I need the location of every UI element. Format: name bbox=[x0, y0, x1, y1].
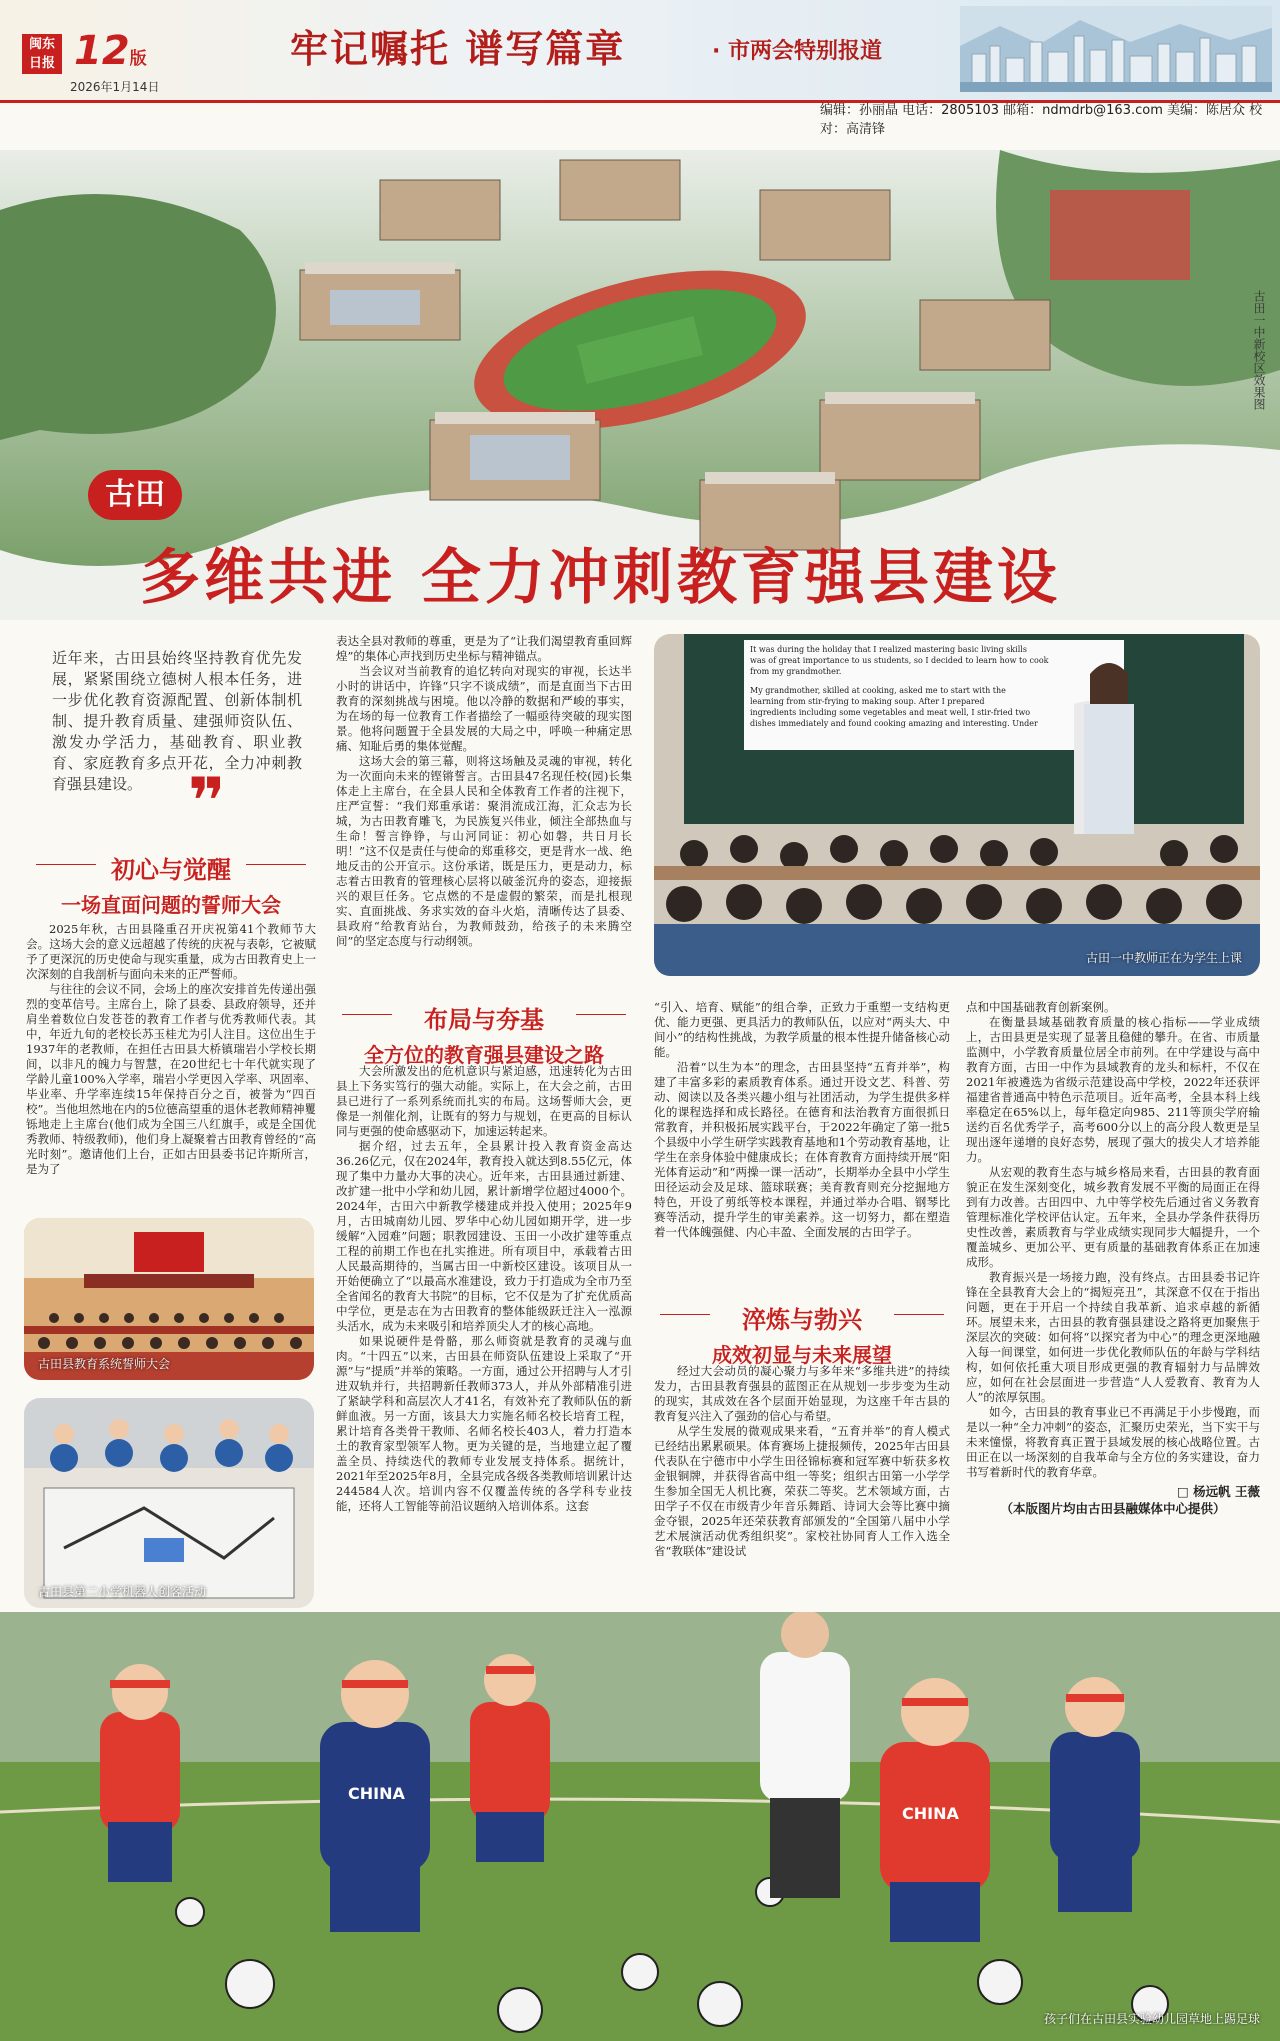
column-4-text bbox=[966, 1000, 1260, 1516]
main-headline: 多维共进 全力冲刺教育强县建设 bbox=[140, 543, 1061, 613]
logo-text: 闽东日报 bbox=[29, 37, 56, 71]
classroom-photo bbox=[654, 634, 1260, 976]
paragraph: “引入、培育、赋能”的组合拳，正致力于重塑一支结构更优、能力更强、更具活力的教师队伍，以应对“两头大、中间小”的结构性挑战，为教学质量的根本性提升储备核心动能。 bbox=[654, 1000, 950, 1059]
robot-photo bbox=[24, 1398, 314, 1608]
paragraph: 当会议对当前教育的追忆转向对现实的审视，长达半小时的讲话中，许锋“只字不谈成绩”，而是直面当下古田教育的深刻挑战与困境。他以冷静的数据和严峻的事实，为在场的每一位教育工作者描绘了一幅亟待突破的现实图景。他将问题置于全县发展的大局之中，呼唤一种痛定思痛、知耻后勇的集体觉醒。 bbox=[336, 664, 632, 753]
column-slogan: 牢记嘱托 谱写篇章 bbox=[290, 27, 626, 71]
slide-line: ingredients including some vegetables and meat well, I stir-fried two bbox=[750, 708, 1031, 717]
blackboard-slide bbox=[750, 644, 1120, 729]
section-2-subtitle: 全方位的教育强县建设之路 bbox=[364, 1043, 604, 1067]
section-3-subtitle: 成效初显与未来展望 bbox=[712, 1343, 892, 1367]
slide-line: was of great importance to us students, so I decided to learn how to cook bbox=[750, 656, 1049, 665]
paragraph: 从宏观的教育生态与城乡格局来看，古田县的教育面貌正在发生深刻变化，城乡教育发展不平衡的局面正在得到有力改善。古田四中、九中等学校先后通过省义务教育管理标准化学校评估认定。五年来，全县办学条件获得历史性改善，素质教育与学业成绩实现同步大幅提升，一个覆盖城乡、更加公平、更有质量的基础教育体系正在加速成形。 bbox=[966, 1165, 1260, 1269]
slide-line: from my grandmother. bbox=[750, 667, 842, 676]
issue-date: 2026年1月14日 bbox=[70, 80, 160, 94]
section-2-heading bbox=[336, 1000, 632, 1068]
photo-credit: （本版图片均由古田县融媒体中心提供） bbox=[1000, 1501, 1226, 1516]
section-3-title: 淬炼与勃兴 bbox=[742, 1306, 862, 1334]
meeting-photo bbox=[24, 1218, 314, 1380]
paragraph: 2025年秋，古田县隆重召开庆祝第41个教师节大会。这场大会的意义远超越了传统的庆祝与表彰，它被赋予了更深沉的历史使命与现实重量，成为古田教育史上一次深刻的自我剖析与面向未来的正严誓师。 bbox=[26, 922, 316, 981]
column-3b-text bbox=[654, 1364, 950, 1559]
paragraph: 与往往的会议不同，会场上的座次安排首先传递出强烈的变革信号。主席台上，除了县委、县政府领导，还并肩坐着数位白发苍苍的教育工作者与优秀教师代表。其中，年近九旬的老校长苏玉桂尤为引人注目。这位出生于1937年的老教师，在担任古田县大桥镇瑞岩小学校长期间，以非凡的魄力与智慧，在20世纪七十年代就实现了学龄儿童100%入学率，瑞岩小学更因入学率、巩固率、毕业率、升学率连续15年保持百分之百，被誉为“四百校”。当他坦然地在内的5位德高望重的退休老教师精神矍铄地走上主席台(他们成为全国三八红旗手，或是全国优秀教师、特级教师)，他们身上凝聚着古田教育曾经的“高光时刻”。邀请他们上台，正如古田县委书记许斯所言，是为了 bbox=[26, 982, 316, 1176]
classroom-photo-caption: 古田一中教师正在为学生上课 bbox=[1085, 951, 1242, 965]
jersey-text: CHINA bbox=[902, 1804, 959, 1823]
editorial-credits: 编辑：孙丽晶 电话：2805103 邮箱：ndmdrb@163.com 美编：陈居众 校对：高清锋 bbox=[820, 103, 1263, 137]
paragraph: 如果说硬件是骨骼，那么师资就是教育的灵魂与血肉。“十四五”以来，古田县在师资队伍建设上采取了“开源”与“提质”并举的策略。一方面，通过公开招聘与人才引进双轨并行，共招聘新任教师373人，并从外部精准引进了紧缺学科和高层次人才41名，有效补充了教师队伍的新鲜血液。另一方面，该县大力实施名师名校长培育工程，累计培育各类骨干教师、名师名校长403人，着力打造本土的教育家型领军人物。更为关键的是，当地建立起了覆盖全员、持续迭代的教师专业发展支持体系。据统计，2021年至2025年8月，全县完成各级各类教师培训累计达244584人次。培训内容不仅覆盖传统的各学科专业技能，还将人工智能等前沿议题纳入培训体系。这套 bbox=[336, 1334, 632, 1513]
section-1-title: 初心与觉醒 bbox=[111, 856, 231, 884]
slide-line: It was during the holiday that I realized mastering basic living skills bbox=[750, 645, 1027, 654]
paragraph: 这场大会的第三幕，则将这场触及灵魂的审视，转化为一次面向未来的铿锵誓言。古田县47名现任校(园)长集体走上主席台，在全县人民和全体教育工作者的注视下，庄严宣誓：“我们郑重承诺：聚涓流成江海，汇众志为长城，为古田教育雕飞，为民族复兴伟业，倾注全部热血与生命！誓言铮铮，与山河同证：初心如磐，共日月长明！”这不仅是责任与使命的郑重移交，更是背水一战、绝地反击的公开宣示。这份承诺，既是压力，更是动力，标志着古田教育的管理核心层将以破釜沉舟的姿态，迎接振兴的艰巨任务。它点燃的不是虚假的繁荣，而是扎根现实、直面挑战、务求实效的奋斗火焰，清晰传达了县委、县政府“给教育站台，为教师鼓劲，给孩子的未来腾空间”的坚定态度与行动纲领。 bbox=[336, 754, 632, 948]
section-3-heading bbox=[654, 1300, 950, 1368]
intro-paragraph: 近年来，古田县始终坚持教育优先发展，紧紧围绕立德树人根本任务，进一步优化教育资源配置、创新体制机制、提升教育质量、建强师资队伍、激发办学活力，基础教育、职业教育、家庭教育多点开花，全力冲刺教育强县建设。 bbox=[52, 649, 302, 793]
special-report-label: · 市两会特别报道 bbox=[712, 39, 883, 64]
column-2b-text bbox=[336, 1064, 632, 1514]
football-photo-caption: 孩子们在古田县实验幼儿园草地上踢足球 bbox=[1043, 2012, 1260, 2026]
paragraph: 大会所激发出的危机意识与紧迫感，迅速转化为古田县上下务实笃行的强大动能。实际上，在大会之前，古田县已进行了一系列系统而扎实的布局。这场誓师大会，更像是一剂催化剂，让既有的努力与规划，在更高的目标认同与更强的使命感驱动下，加速运转起来。 bbox=[336, 1064, 632, 1138]
newspaper-logo bbox=[22, 34, 62, 74]
hero-caption: 古田一中新校区效果图 bbox=[1252, 290, 1266, 410]
quote-mark-icon: ❞ bbox=[188, 765, 226, 839]
paragraph: 经过大会动员的凝心聚力与多年来“多维共进”的持续发力，古田县教育强县的蓝图正在从规划一步步变为生动的现实，其成效在各个层面开始显现，为这座千年古县的教育复兴注入了强劲的信心与希望。 bbox=[654, 1364, 950, 1423]
slide-line: dishes immediately and found cooking amazing and interesting. Under bbox=[750, 719, 1038, 728]
paragraph: 如今，古田县的教育事业已不再满足于小步慢跑，而是以一种“全力冲刺”的姿态，汇聚历史荣光，当下实干与未来憧憬，将教育真正置于县域发展的核心战略位置。古田正在以一场深刻的自我革命与全方位的务实建设，奋力书写着新时代的教育华章。 bbox=[966, 1405, 1260, 1479]
paragraph: 据介绍，过去五年，全县累计投入教育资金高达36.26亿元，仅在2024年，教育投入就达到8.55亿元，体现了集中力量办大事的决心。近年来，古田县通过新建、改扩建一批中小学和幼儿园，累计新增学位超过4000个。2024年，古田六中新教学楼建成并投入使用；2025年9月，古田城南幼儿园、罗华中心幼儿园如期开学，进一步缓解“入园难”问题；职教园建设、玉田一小改扩建等重点工程的前期工作也在扎实推进。所有项目中，承载着古田人民最高期待的，当属古田一中新校区建设。该项目从一开始便确立了“以最高水准建设，致力于打造成为全市乃至全省闻名的教育大书院”的目标，它不仅是为了扩充优质高中学位，更是志在为古田教育的整体能级跃迁注入一泓源头活水，成为未来吸引和培养顶尖人才的核心高地。 bbox=[336, 1139, 632, 1333]
page-suffix: 版 bbox=[129, 49, 147, 69]
paragraph: 在衡量县域基础教育质量的核心指标——学业成绩上，古田县更是实现了显著且稳健的攀升。在省、市质量监测中，小学教育质量位居全市前列。在中学建设与高中教育方面，古田一中作为县域教育的龙头和标杆，不仅在2021年被遴选为省级示范建设高中学校，2022年还获评福建省普通高中特色示范项目。近年高考，全县本科上线率稳定在65%以上，每年稳定向985、211等顶尖学府输送约百名优秀学子，高考600分以上的高分段人数更是呈现出逐年递增的良好态势，展现了强大的拔尖人才培养能力。 bbox=[966, 1015, 1260, 1164]
slide-line: learning from stir-frying to making soup. After I prepared bbox=[750, 697, 985, 706]
paragraph: 表达全县对教师的尊重，更是为了“让我们渴望教育重回辉煌”的集体心声找到历史坐标与精神锚点。 bbox=[336, 634, 632, 663]
region-kicker: 古田 bbox=[88, 470, 182, 520]
page-number-value: 12 bbox=[74, 28, 130, 74]
city-skyline-illustration bbox=[960, 6, 1272, 92]
author-byline: □ 杨远帆 王薇 bbox=[1176, 1484, 1260, 1499]
section-1-heading bbox=[26, 850, 316, 918]
section-2-title: 布局与夯基 bbox=[424, 1006, 544, 1034]
page-number bbox=[74, 28, 147, 74]
paragraph: 从学生发展的微观成果来看，“五育并举”的育人模式已经结出累累硕果。体育赛场上捷报频传，2025年古田县代表队在宁德市中小学生田径锦标赛和冠军赛中斩获多枚金银铜牌，并获得省高中组一等奖；组织古田第一小学学生参加全国无人机比赛，荣获二等奖。艺术领域方面，古田学子不仅在市级青少年音乐舞蹈、诗词大会等比赛中摘金夺银，2025年还荣获教育部颁发的“全国第八届中小学艺术展演活动优秀组织奖”。家校社协同育人工作入选全省“教联体”建设试 bbox=[654, 1424, 950, 1558]
paragraph: 教育振兴是一场接力跑，没有终点。古田县委书记许锋在全县教育大会上的“揭短亮丑”，其深意不仅在于指出问题，更在于开启一个持续自我革新、追求卓越的新循环。展望未来，古田县的教育强县建设之路将更加聚焦于深层次的突破：如何将“以探究者为中心”的理念更深地融入每一间课堂，如何进一步优化教师队伍的年龄与学科结构，如何依托重大项目形成更强的教育辐射力与品牌效应，如何在社会层面进一步营造“人人爱教育、教育为人人”的浓厚氛围。 bbox=[966, 1270, 1260, 1404]
robot-photo-image bbox=[24, 1398, 314, 1608]
robot-photo-caption: 古田县第二小学机器人创客活动 bbox=[38, 1585, 207, 1599]
jersey-text: CHINA bbox=[348, 1784, 405, 1803]
paragraph: 点和中国基础教育创新案例。 bbox=[966, 1000, 1116, 1014]
meeting-photo-caption: 古田县教育系统誓师大会 bbox=[38, 1357, 171, 1371]
paragraph: 沿着“以生为本”的理念，古田县坚持“五育并举”，构建了丰富多彩的素质教育体系。通过开设文艺、科普、劳动、阅读以及各类兴趣小组与社团活动，为学生提供多样化的课程选择和成长路径。在德育和法治教育方面很抓日常教育，并积极拓展实践平台，于2022年确定了第一批5个县级中小学生研学实践教育基地和1个劳动教育基地，让学生在亲身体验中健康成长；在体育教育方面持续开展“阳光体育运动”和“两操一课一活动”，长期举办全县中小学生田径运动会及足球、篮球联赛；美育教育则充分挖掘地方特色，开设了剪纸等校本课程，并通过举办合唱、钢琴比赛等活动，提升学生的审美素养。这一切努力，都在塑造着一代体魄强健、内心丰盈、全面发展的古田学子。 bbox=[654, 1060, 950, 1239]
section-1-subtitle: 一场直面问题的誓师大会 bbox=[61, 893, 281, 917]
column-2-text bbox=[336, 634, 632, 949]
column-3-text bbox=[654, 1000, 950, 1240]
slide-line: My grandmother, skilled at cooking, asked me to start with the bbox=[750, 686, 1006, 695]
column-1-text bbox=[26, 922, 316, 1177]
football-photo bbox=[0, 1612, 1280, 2041]
football-photo-image bbox=[0, 1612, 1280, 2041]
